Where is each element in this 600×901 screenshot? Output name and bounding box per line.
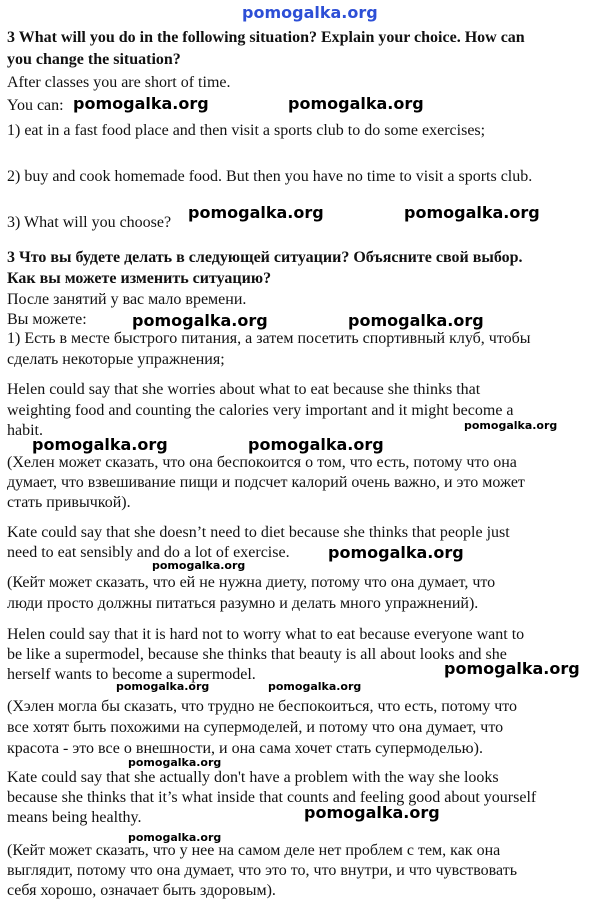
answer-text: Kate could say that she actually don't have a problem with the way she looks bbox=[7, 769, 499, 786]
watermark-top: pomogalka.org bbox=[242, 3, 378, 22]
watermark: pomogalka.org bbox=[444, 659, 580, 678]
watermark: pomogalka.org bbox=[268, 680, 362, 693]
answer-text: need to eat sensibly and do a lot of exercise. bbox=[7, 544, 290, 561]
watermark: pomogalka.org bbox=[73, 94, 209, 113]
translation-text: (Кейт может сказать, что ей не нужна диету, потому что она думает, что bbox=[7, 574, 496, 591]
watermark: pomogalka.org bbox=[116, 680, 210, 693]
answer-text: habit. bbox=[7, 422, 43, 439]
task-title-en: you change the situation? bbox=[7, 51, 181, 68]
translation-text: стать привычкой). bbox=[7, 494, 131, 511]
watermark: pomogalka.org bbox=[128, 756, 222, 769]
paragraph: You can: bbox=[7, 97, 64, 114]
answer-text: weighting food and counting the calories very important and it might become a bbox=[7, 402, 514, 419]
paragraph: После занятий у вас мало времени. bbox=[7, 291, 247, 308]
translation-text: (Хелен может сказать, что она беспокоится о том, что есть, потому что она bbox=[7, 454, 517, 471]
answer-text: means being healthy. bbox=[7, 809, 142, 826]
answer-text: herself wants to become a supermodel. bbox=[7, 666, 256, 683]
translation-text: (Кейт может сказать, что у нее на самом деле нет проблем с тем, как она bbox=[7, 842, 501, 859]
task-title-en: 3 What will you do in the following situation? Explain your choice. How can bbox=[7, 29, 525, 46]
watermark: pomogalka.org bbox=[128, 831, 222, 844]
translation-text: (Хэлен могла бы сказать, что трудно не беспокоиться, что есть, потому что bbox=[7, 698, 518, 715]
option-item: сделать некоторые упражнения; bbox=[7, 351, 225, 368]
paragraph: After classes you are short of time. bbox=[7, 74, 231, 91]
translation-text: выглядит, потому что она думает, что это то, что внутри, и что чувствовать bbox=[7, 862, 517, 879]
watermark: pomogalka.org bbox=[404, 203, 540, 222]
option-item: 3) What will you choose? bbox=[7, 214, 172, 231]
watermark: pomogalka.org bbox=[304, 803, 440, 822]
watermark: pomogalka.org bbox=[132, 311, 268, 330]
answer-text: Kate could say that she doesn’t need to diet because she thinks that people just bbox=[7, 524, 510, 541]
task-title-ru: 3 Что вы будете делать в следующей ситуации? Объясните свой выбор. bbox=[7, 249, 523, 266]
translation-text: красота - это все о внешности, и она сама хочет стать супермоделью). bbox=[7, 740, 483, 757]
watermark: pomogalka.org bbox=[348, 311, 484, 330]
option-item: 1) eat in a fast food place and then visit a sports club to do some exercises; bbox=[7, 122, 486, 139]
watermark: pomogalka.org bbox=[32, 435, 168, 454]
option-item: 1) Есть в месте быстрого питания, а затем посетить спортивный клуб, чтобы bbox=[7, 330, 531, 347]
watermark: pomogalka.org bbox=[188, 203, 324, 222]
translation-text: люди просто должны питаться разумно и делать много упражнений). bbox=[7, 595, 479, 612]
answer-text: Helen could say that it is hard not to worry what to eat because everyone want to bbox=[7, 626, 525, 643]
answer-text: because she thinks that it’s what inside that counts and feeling good about yourself bbox=[7, 789, 537, 806]
watermark: pomogalka.org bbox=[152, 559, 246, 572]
answer-text: Helen could say that she worries about what to eat because she thinks that bbox=[7, 381, 481, 398]
task-title-ru: Как вы можете изменить ситуацию? bbox=[7, 270, 272, 287]
paragraph: Вы можете: bbox=[7, 311, 87, 328]
watermark: pomogalka.org bbox=[328, 543, 464, 562]
translation-text: себя хорошо, означает быть здоровым). bbox=[7, 882, 276, 899]
watermark: pomogalka.org bbox=[248, 435, 384, 454]
watermark: pomogalka.org bbox=[288, 94, 424, 113]
translation-text: думает, что взвешивание пищи и подсчет калорий очень важно, и это может bbox=[7, 474, 525, 491]
translation-text: все хотят быть похожими на супермоделей, и потому что она думает, что bbox=[7, 719, 504, 736]
watermark: pomogalka.org bbox=[464, 419, 558, 432]
answer-text: be like a supermodel, because she thinks that beauty is all about looks and she bbox=[7, 646, 507, 663]
option-item: 2) buy and cook homemade food. But then you have no time to visit a sports club. bbox=[7, 168, 533, 185]
